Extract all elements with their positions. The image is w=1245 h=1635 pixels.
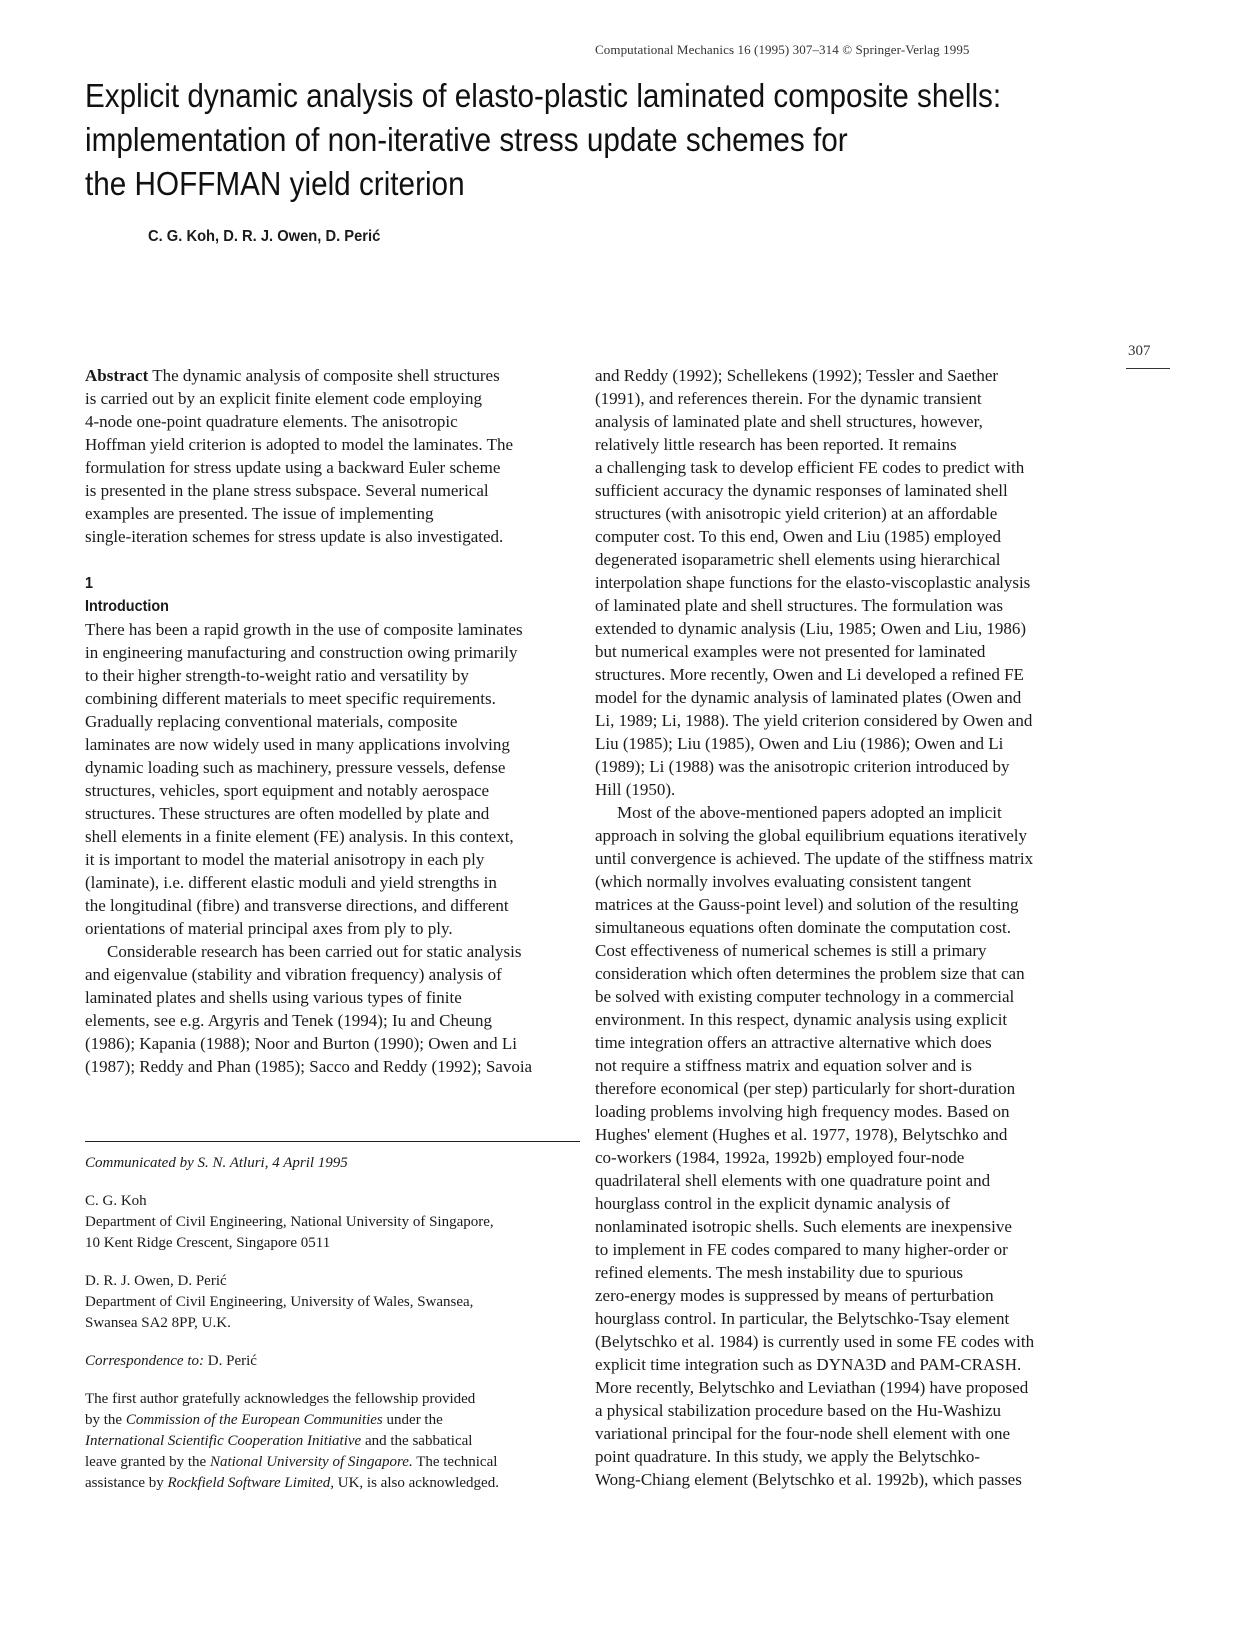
- correspondence-label: Correspondence to:: [85, 1353, 205, 1369]
- text-line: single-iteration schemes for stress update is also investigated.: [85, 527, 504, 546]
- text-line: There has been a rapid growth in the use of composite laminates: [85, 620, 523, 639]
- text-line: zero-energy modes is suppressed by means of perturbation: [595, 1286, 994, 1305]
- page-number: 307: [1128, 343, 1151, 359]
- paper-title: [85, 74, 1001, 206]
- abstract-label: Abstract: [85, 366, 149, 385]
- acknowledgement-segment: International Scientific Cooperation Initiative: [85, 1433, 362, 1449]
- acknowledgement-segment: under the: [382, 1412, 443, 1428]
- title-line: Explicit dynamic analysis of elasto-plastic laminated composite shells:: [85, 77, 1002, 114]
- correspondence-name: D. Perić: [204, 1353, 257, 1369]
- text-line: (laminate), i.e. different elastic moduli and yield strengths in: [85, 873, 497, 892]
- text-line: analysis of laminated plate and shell structures, however,: [595, 412, 983, 431]
- text-line: loading problems involving high frequency modes. Based on: [595, 1102, 1010, 1121]
- acknowledgement-segment: Rockfield Software Limited,: [167, 1475, 334, 1491]
- section-number: 1: [85, 575, 94, 592]
- acknowledgement-segment: The first author gratefully acknowledges the fellowship provided: [85, 1391, 476, 1407]
- text-line: formulation for stress update using a backward Euler scheme: [85, 458, 501, 477]
- text-line: relatively little research has been reported. It remains: [595, 435, 957, 454]
- text-line: point quadrature. In this study, we apply the Belytschko-: [595, 1447, 981, 1466]
- acknowledgement-segment: leave granted by the: [85, 1454, 210, 1470]
- acknowledgement-segment: The technical: [412, 1454, 498, 1470]
- text-line: Gradually replacing conventional materials, composite: [85, 712, 458, 731]
- text-line: degenerated isoparametric shell elements using hierarchical: [595, 550, 1001, 569]
- author2-affiliation: Swansea SA2 8PP, U.K.: [85, 1315, 231, 1331]
- text-line: until convergence is achieved. The update of the stiffness matrix: [595, 849, 1034, 868]
- text-line: Hoffman yield criterion is adopted to model the laminates. The: [85, 435, 514, 454]
- abstract-lines: [85, 387, 513, 548]
- author1-affiliation: Department of Civil Engineering, National University of Singapore,: [85, 1214, 494, 1230]
- text-line: variational principal for the four-node shell element with one: [595, 1424, 1011, 1443]
- acknowledgement-line: [85, 1431, 499, 1452]
- title-line: implementation of non-iterative stress update schemes for: [85, 121, 848, 158]
- text-line: but numerical examples were not presented for laminated: [595, 642, 986, 661]
- text-line: laminated plates and shells using various types of finite: [85, 988, 462, 1007]
- text-line: and Reddy (1992); Schellekens (1992); Tessler and Saether: [595, 366, 999, 385]
- text-line: it is important to model the material anisotropy in each ply: [85, 850, 485, 869]
- acknowledgement-segment: and the sabbatical: [361, 1433, 473, 1449]
- text-line: Cost effectiveness of numerical schemes is still a primary: [595, 941, 987, 960]
- text-line: therefore economical (per step) particularly for short-duration: [595, 1079, 1016, 1098]
- author2-affiliation: Department of Civil Engineering, University of Wales, Swansea,: [85, 1294, 474, 1310]
- text-line: quadrilateral shell elements with one quadrature point and: [595, 1171, 991, 1190]
- text-line: (1987); Reddy and Phan (1985); Sacco and Reddy (1992); Savoia: [85, 1057, 533, 1076]
- text-line: in engineering manufacturing and construction owing primarily: [85, 643, 518, 662]
- text-line: Hill (1950).: [595, 780, 676, 799]
- journal-citation: Computational Mechanics 16 (1995) 307–314 © Springer-Verlag 1995: [595, 42, 970, 57]
- text-line: of laminated plate and shell structures. The formulation was: [595, 596, 1004, 615]
- author1-affiliation: 10 Kent Ridge Crescent, Singapore 0511: [85, 1235, 331, 1251]
- text-line: to their higher strength-to-weight ratio and versatility by: [85, 666, 469, 685]
- text-line: time integration offers an attractive alternative which does: [595, 1033, 992, 1052]
- text-line: model for the dynamic analysis of laminated plates (Owen and: [595, 688, 1022, 707]
- author1-name: C. G. Koh: [85, 1193, 147, 1209]
- text-line: structures (with anisotropic yield criterion) at an affordable: [595, 504, 998, 523]
- text-line: approach in solving the global equilibrium equations iteratively: [595, 826, 1027, 845]
- text-line: Hughes' element (Hughes et al. 1977, 1978), Belytschko and: [595, 1125, 1008, 1144]
- left-column-body: [85, 618, 532, 1078]
- text-line: be solved with existing computer technology in a commercial: [595, 987, 1015, 1006]
- acknowledgement-segment: Commission of the European Communities: [125, 1412, 383, 1428]
- text-line: dynamic loading such as machinery, pressure vessels, defense: [85, 758, 506, 777]
- acknowledgement-segment: National University of Singapore.: [209, 1454, 413, 1470]
- communicated-by: [85, 1153, 499, 1174]
- text-line: laminates are now widely used in many applications involving: [85, 735, 510, 754]
- text-line: matrices at the Gauss-point level) and solution of the resulting: [595, 895, 1019, 914]
- text-line: environment. In this respect, dynamic analysis using explicit: [595, 1010, 1008, 1029]
- text-line: Considerable research has been carried out for static analysis: [107, 942, 522, 961]
- section-title: Introduction: [85, 598, 169, 615]
- text-line: orientations of material principal axes from ply to ply.: [85, 919, 453, 938]
- text-line: Wong-Chiang element (Belytschko et al. 1992b), which passes: [595, 1470, 1022, 1489]
- text-line: shell elements in a finite element (FE) analysis. In this context,: [85, 827, 514, 846]
- abstract-line: The dynamic analysis of composite shell structures: [148, 366, 500, 385]
- text-line: a challenging task to develop efficient FE codes to predict with: [595, 458, 1025, 477]
- acknowledgement-segment: by the: [85, 1412, 126, 1428]
- acknowledgement-line: [85, 1473, 499, 1494]
- text-line: the longitudinal (fibre) and transverse directions, and different: [85, 896, 509, 915]
- text-line: 4-node one-point quadrature elements. The anisotropic: [85, 412, 458, 431]
- acknowledgement-line: [85, 1410, 499, 1431]
- acknowledgement-segment: UK, is also acknowledged.: [334, 1475, 499, 1491]
- text-line: interpolation shape functions for the elasto-viscoplastic analysis: [595, 573, 1031, 592]
- text-line: Liu (1985); Liu (1985), Owen and Liu (1986); Owen and Li: [595, 734, 1004, 753]
- page-number-rule: [1126, 368, 1170, 369]
- title-line: the HOFFMAN yield criterion: [85, 165, 465, 202]
- abstract: [85, 364, 513, 548]
- text-line: elements, see e.g. Argyris and Tenek (1994); Iu and Cheung: [85, 1011, 493, 1030]
- text-line: consideration which often determines the problem size that can: [595, 964, 1025, 983]
- footnote-rule: [85, 1141, 580, 1142]
- text-line: combining different materials to meet specific requirements.: [85, 689, 496, 708]
- text-line: and eigenvalue (stability and vibration frequency) analysis of: [85, 965, 502, 984]
- acknowledgement-line: [85, 1452, 499, 1473]
- correspondence: [85, 1351, 499, 1372]
- text-line: simultaneous equations often dominate the computation cost.: [595, 918, 1011, 937]
- text-line: not require a stiffness matrix and equation solver and is: [595, 1056, 972, 1075]
- communicated-text: Communicated by S. N. Atluri, 4 April 1995: [85, 1155, 348, 1171]
- text-line: hourglass control in the explicit dynamic analysis of: [595, 1194, 951, 1213]
- authors: C. G. Koh, D. R. J. Owen, D. Perić: [148, 228, 381, 245]
- acknowledgement-segment: assistance by: [85, 1475, 168, 1491]
- text-line: co-workers (1984, 1992a, 1992b) employed four-node: [595, 1148, 965, 1167]
- text-line: (1986); Kapania (1988); Noor and Burton (1990); Owen and Li: [85, 1034, 517, 1053]
- text-line: (1989); Li (1988) was the anisotropic criterion introduced by: [595, 757, 1010, 776]
- text-line: is carried out by an explicit finite element code employing: [85, 389, 483, 408]
- text-line: is presented in the plane stress subspace. Several numerical: [85, 481, 489, 500]
- text-line: nonlaminated isotropic shells. Such elements are inexpensive: [595, 1217, 1012, 1236]
- text-line: Most of the above-mentioned papers adopted an implicit: [617, 803, 1002, 822]
- footnotes: [85, 1153, 499, 1494]
- right-column-body: [595, 364, 1034, 1491]
- text-line: a physical stabilization procedure based on the Hu-Washizu: [595, 1401, 1002, 1420]
- text-line: refined elements. The mesh instability due to spurious: [595, 1263, 963, 1282]
- text-line: (Belytschko et al. 1984) is currently used in some FE codes with: [595, 1332, 1035, 1351]
- acknowledgement: [85, 1389, 499, 1494]
- text-line: structures. These structures are often modelled by plate and: [85, 804, 490, 823]
- text-line: computer cost. To this end, Owen and Liu (1985) employed: [595, 527, 1001, 546]
- text-line: More recently, Belytschko and Leviathan (1994) have proposed: [595, 1378, 1029, 1397]
- text-line: structures. More recently, Owen and Li developed a refined FE: [595, 665, 1024, 684]
- text-line: extended to dynamic analysis (Liu, 1985; Owen and Liu, 1986): [595, 619, 1027, 638]
- text-line: explicit time integration such as DYNA3D and PAM-CRASH.: [595, 1355, 1022, 1374]
- text-line: hourglass control. In particular, the Belytschko-Tsay element: [595, 1309, 1010, 1328]
- text-line: Li, 1989; Li, 1988). The yield criterion considered by Owen and: [595, 711, 1033, 730]
- text-line: examples are presented. The issue of implementing: [85, 504, 434, 523]
- acknowledgement-line: [85, 1389, 499, 1410]
- text-line: (1991), and references therein. For the dynamic transient: [595, 389, 982, 408]
- text-line: to implement in FE codes compared to many higher-order or: [595, 1240, 1008, 1259]
- text-line: (which normally involves evaluating consistent tangent: [595, 872, 972, 891]
- author2-name: D. R. J. Owen, D. Perić: [85, 1273, 227, 1289]
- text-line: sufficient accuracy the dynamic responses of laminated shell: [595, 481, 1008, 500]
- text-line: structures, vehicles, sport equipment and notably aerospace: [85, 781, 490, 800]
